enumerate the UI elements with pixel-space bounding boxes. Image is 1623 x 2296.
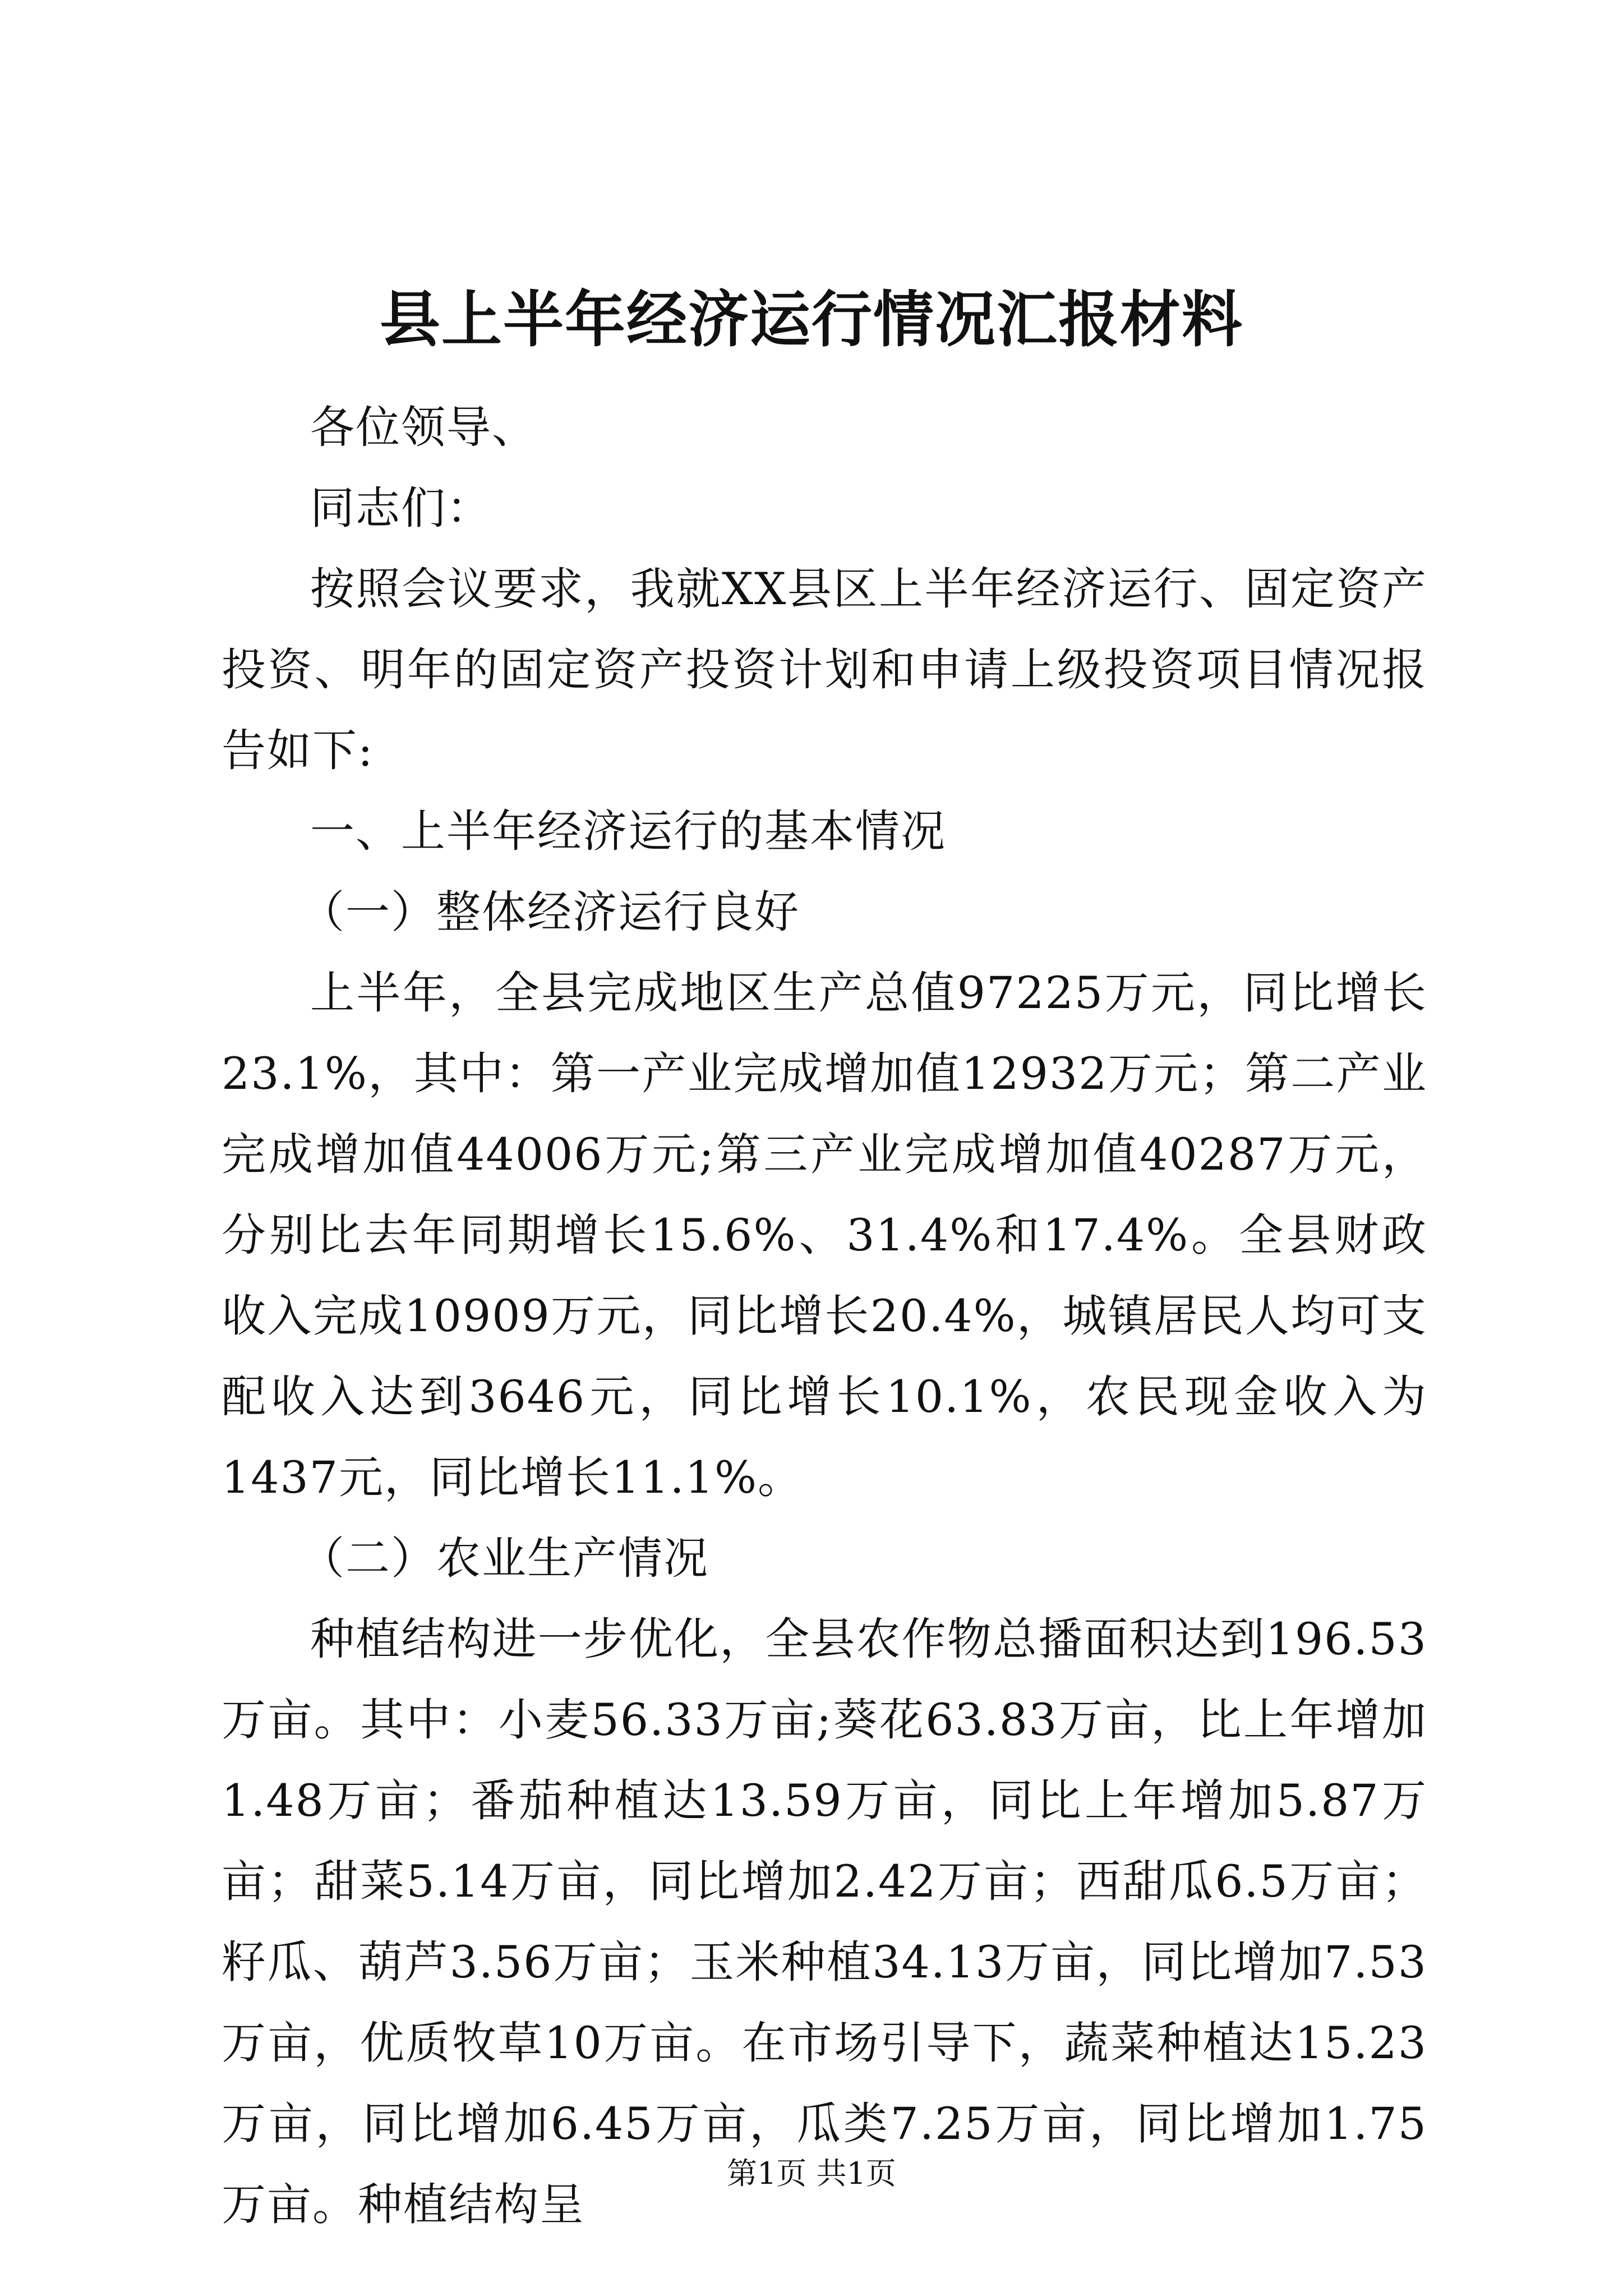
economy-paragraph: 上半年，全县完成地区生产总值97225万元，同比增长23.1%，其中：第一产业完成增加值12932万元；第二产业完成增加值44006万元;第三产业完成增加值40287万元，分别比去年同期增长15.6%、31.4%和17.4%。全县财政收入完成10909万元，同比增长20.4%，城镇居民人均可支配收入达到3646元，同比增长10.1%，农民现金收入为1437元，同比增长11.1%。 [222, 967, 1427, 1503]
document-title: 县上半年经济运行情况汇报材料 [379, 284, 1243, 355]
intro-paragraph: 按照会议要求，我就XX县区上半年经济运行、固定资产投资、明年的固定资产投资计划和申请上级投资项目情况报告如下: [222, 563, 1427, 776]
section-heading-1: 一、上半年经济运行的基本情况 [310, 806, 946, 857]
subsection-heading-2: （二）农业生产情况 [300, 1533, 709, 1584]
agriculture-paragraph: 种植结构进一步优化，全县农作物总播面积达到196.53万亩。其中：小麦56.33万亩;葵花63.83万亩，比上年增加1.48万亩；番茄种植达13.59万亩，同比上年增加5.87万亩；甜菜5.14万亩，同比增加2.42万亩；西甜瓜6.5万亩；籽瓜、葫芦3.56万亩；玉米种植34.13万亩，同比增加7.53万亩，优质牧草10万亩。在市场引导下，蔬菜种植达15.23万亩，同比增加6.45万亩，瓜类7.25万亩，同比增加1.75万亩。种植结构呈 [222, 1613, 1427, 2230]
subsection-heading-1: （一）整体经济运行良好 [300, 886, 800, 938]
salutation-line-1: 各位领导、 [310, 402, 537, 453]
page-footer: 第1页 共1页 [727, 2156, 896, 2191]
salutation-line-2: 同志们： [310, 482, 492, 534]
document-body [222, 387, 1427, 2245]
